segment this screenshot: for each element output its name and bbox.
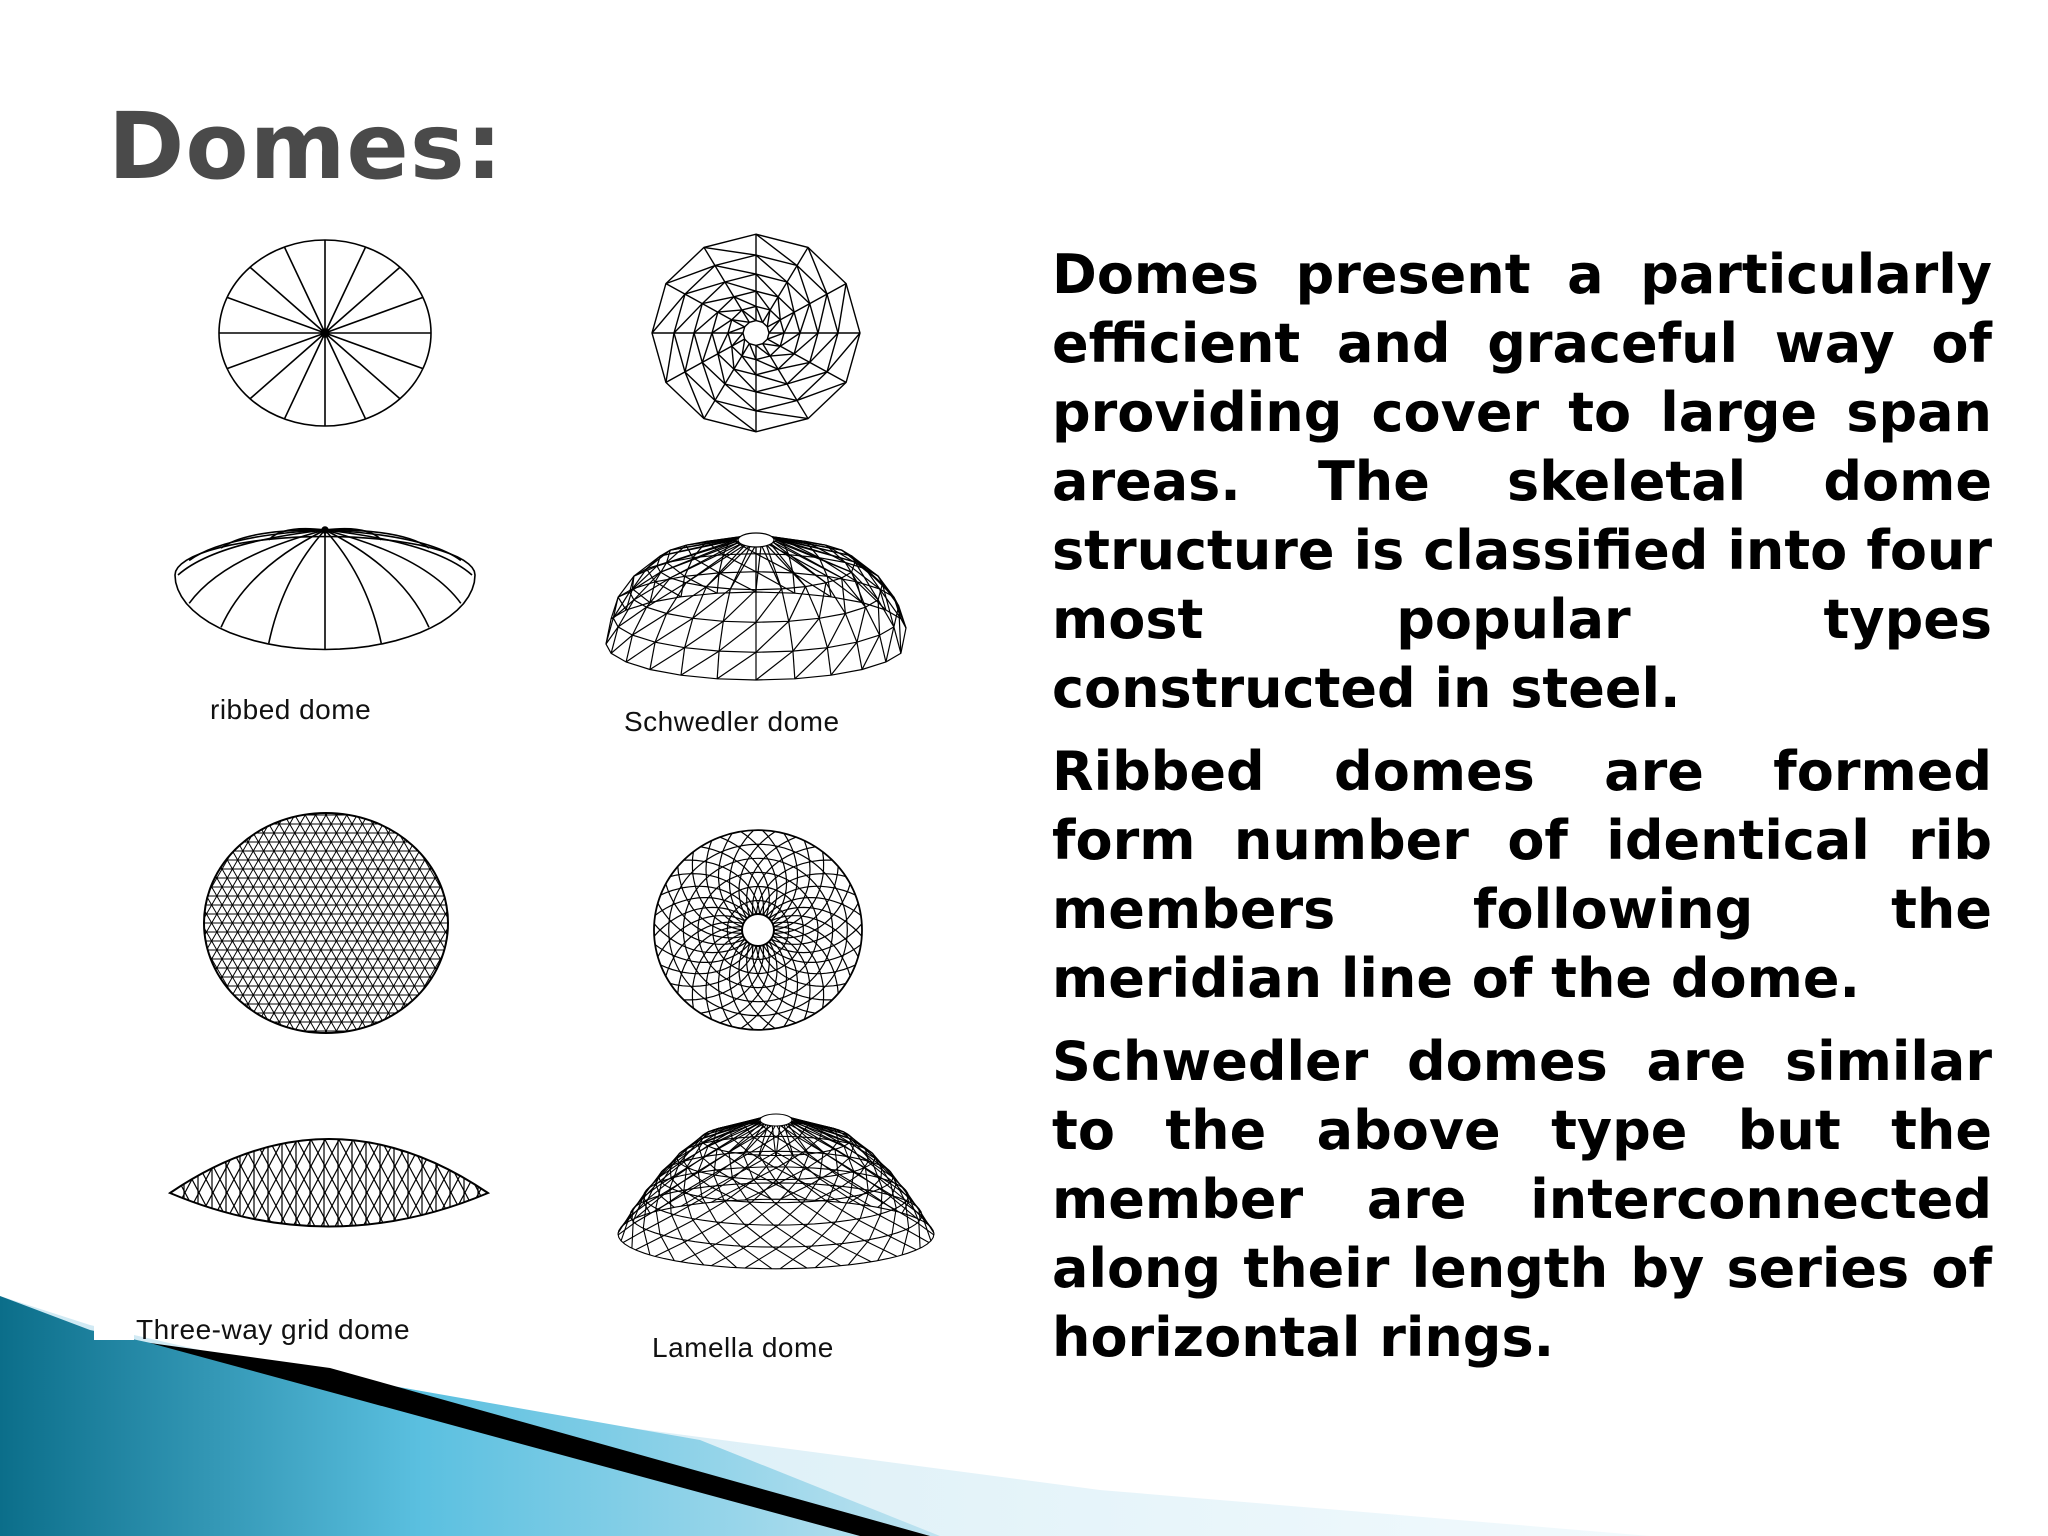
- three-way-grid-dome-elevation: [0, 1100, 730, 1270]
- description-text: [1052, 240, 1992, 1386]
- paragraph-intro: Domes present a particularly efficient and graceful way of providing cover to large span areas. The skeletal dome structure is classified into four most popular types constructed in steel.: [1052, 243, 1992, 720]
- lamella-dome-plan: [654, 830, 862, 1030]
- caption-schwedler-dome: Schwedler dome: [624, 706, 840, 737]
- caption-ribbed-dome: ribbed dome: [210, 694, 372, 725]
- ribbed-dome-elevation: [175, 527, 475, 650]
- caption-lamella-dome: Lamella dome: [652, 1332, 834, 1363]
- lamella-dome-elevation: [618, 1114, 934, 1269]
- three-way-grid-dome-plan: [70, 660, 582, 1186]
- caption-three-way-grid-dome: Three-way grid dome: [136, 1314, 411, 1345]
- ribbed-dome-plan: [219, 240, 431, 426]
- paragraph-ribbed: Ribbed domes are formed form number of identical rib members following the meridian line of the dome.: [1052, 740, 1992, 1010]
- schwedler-dome-elevation: [606, 533, 906, 680]
- schwedler-dome-plan: [652, 234, 860, 432]
- paragraph-schwedler: Schwedler domes are similar to the above type but the member are interconnected along their length by series of horizontal rings.: [1052, 1030, 1992, 1369]
- slide-title: Domes:: [108, 93, 504, 200]
